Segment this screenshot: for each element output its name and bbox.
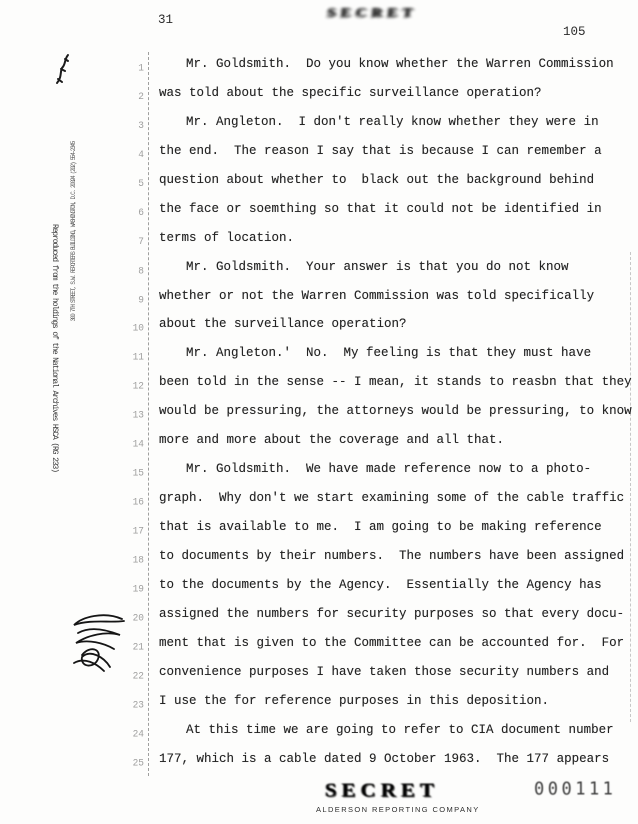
line-text: ment that is given to the Committee can be accounted for. For bbox=[159, 635, 625, 650]
line-text: about the surveillance operation? bbox=[159, 317, 407, 332]
line-number: 1 bbox=[138, 61, 144, 74]
line-number: 3 bbox=[138, 119, 144, 132]
line-text: more and more about the coverage and all that. bbox=[159, 433, 505, 448]
line-number: 14 bbox=[132, 437, 144, 450]
line-text: Mr. Goldsmith. Do you know whether the Warren Commission bbox=[186, 57, 614, 71]
line-number: 20 bbox=[132, 611, 144, 624]
line-number: 11 bbox=[132, 350, 144, 363]
line-text: terms of location. bbox=[159, 230, 295, 245]
line-number: 4 bbox=[138, 148, 144, 161]
archives-provenance-stamp: Reproduced from the holdings of the National Archives HSCA (RG 233) bbox=[50, 224, 59, 472]
bottom-classification-stamp: SECRET bbox=[325, 778, 440, 802]
line-text: 177, which is a cable dated 9 October 1963. The 177 appears bbox=[159, 751, 610, 766]
line-number: 7 bbox=[138, 235, 144, 248]
transcript-line bbox=[126, 57, 638, 86]
line-text: whether or not the Warren Commission was told specifically bbox=[159, 288, 595, 303]
line-number: 22 bbox=[132, 669, 144, 682]
pen-mark bbox=[52, 53, 74, 94]
line-text: I use the for reference purposes in this deposition. bbox=[159, 693, 550, 708]
reporter-address-margin: 300 7TH STREET, S.W. REPORTERS BUILDING, WASHINGTON, D.C. 20024 (202) 554-2345 bbox=[70, 142, 77, 322]
transcript-line bbox=[126, 549, 638, 578]
line-text: was told about the specific surveillance operation? bbox=[159, 85, 542, 100]
line-number: 2 bbox=[138, 90, 144, 103]
transcript-line bbox=[126, 173, 638, 202]
transcript-line bbox=[126, 404, 638, 433]
document-serial-number: 000111 bbox=[534, 778, 617, 800]
line-number: 17 bbox=[132, 524, 144, 537]
line-text: Mr. Goldsmith. Your answer is that you do not know bbox=[186, 259, 569, 274]
transcript-line bbox=[126, 317, 638, 346]
transcript-line bbox=[126, 260, 638, 289]
line-text: to documents by their numbers. The numbers have been assigned bbox=[159, 548, 625, 563]
transcript-line bbox=[126, 491, 638, 520]
transcript-line bbox=[126, 462, 638, 491]
line-number: 9 bbox=[138, 292, 144, 306]
transcript-line bbox=[126, 289, 638, 318]
line-text: the face or soemthing so that it could not be identified in bbox=[159, 201, 602, 216]
line-text: Mr. Goldsmith. We have made reference now to a photo- bbox=[186, 462, 592, 477]
line-text: that is available to me. I am going to be making reference bbox=[159, 520, 602, 534]
line-number: 13 bbox=[132, 408, 144, 421]
transcript-line bbox=[126, 636, 638, 665]
handwritten-scribble bbox=[70, 607, 128, 680]
transcript-line bbox=[126, 115, 638, 144]
line-text: assigned the numbers for security purposes so that every docu- bbox=[159, 606, 625, 621]
page-number-left: 31 bbox=[158, 13, 174, 27]
line-number: 8 bbox=[138, 264, 144, 277]
line-number: 10 bbox=[132, 321, 144, 334]
transcript-line bbox=[126, 578, 638, 607]
line-text: Mr. Angleton.' No. My feeling is that they must have bbox=[186, 346, 592, 361]
transcript-line bbox=[126, 520, 638, 549]
transcript-line bbox=[126, 694, 638, 723]
line-text: Mr. Angleton. I don't really know whether they were in bbox=[186, 114, 599, 129]
top-classification-stamp: SECRET bbox=[326, 6, 418, 20]
line-number: 12 bbox=[132, 379, 144, 392]
line-number: 21 bbox=[132, 640, 144, 653]
line-number: 24 bbox=[132, 727, 144, 740]
line-text: graph. Why don't we start examining some of the cable traffic bbox=[159, 491, 625, 506]
line-text: convenience purposes I have taken those security numbers and bbox=[159, 664, 610, 679]
transcript-line bbox=[126, 375, 638, 404]
line-number: 23 bbox=[132, 698, 144, 711]
line-number: 16 bbox=[132, 495, 144, 508]
line-number: 6 bbox=[138, 206, 144, 219]
line-text: the end. The reason I say that is because I can remember a bbox=[159, 143, 602, 158]
reporting-company-line: ALDERSON REPORTING COMPANY bbox=[316, 805, 480, 814]
line-text: to the documents by the Agency. Essentially the Agency has bbox=[159, 577, 602, 592]
page-number-right: 105 bbox=[563, 25, 586, 39]
line-text: question about whether to black out the background behind bbox=[159, 172, 595, 187]
transcript-line bbox=[126, 86, 638, 115]
transcript-line bbox=[126, 202, 638, 231]
transcript-line bbox=[126, 346, 638, 375]
line-number: 18 bbox=[132, 553, 144, 566]
line-text: been told in the sense -- I mean, it stands to reasbn that they bbox=[159, 375, 632, 390]
transcript-line bbox=[126, 665, 638, 694]
line-number: 15 bbox=[132, 466, 144, 479]
transcript-line bbox=[126, 607, 638, 636]
transcript-line bbox=[126, 144, 638, 173]
transcript-line bbox=[126, 433, 638, 462]
line-text: At this time we are going to refer to CIA document number bbox=[186, 722, 614, 737]
transcript-line bbox=[126, 723, 638, 752]
line-number: 25 bbox=[132, 755, 144, 769]
transcript-line bbox=[126, 231, 638, 260]
line-number: 19 bbox=[132, 582, 144, 595]
line-number: 5 bbox=[138, 177, 144, 190]
transcript-body bbox=[126, 57, 638, 780]
line-text: would be pressuring, the attorneys would be pressuring, to know bbox=[159, 404, 632, 419]
transcript-line bbox=[126, 752, 638, 781]
